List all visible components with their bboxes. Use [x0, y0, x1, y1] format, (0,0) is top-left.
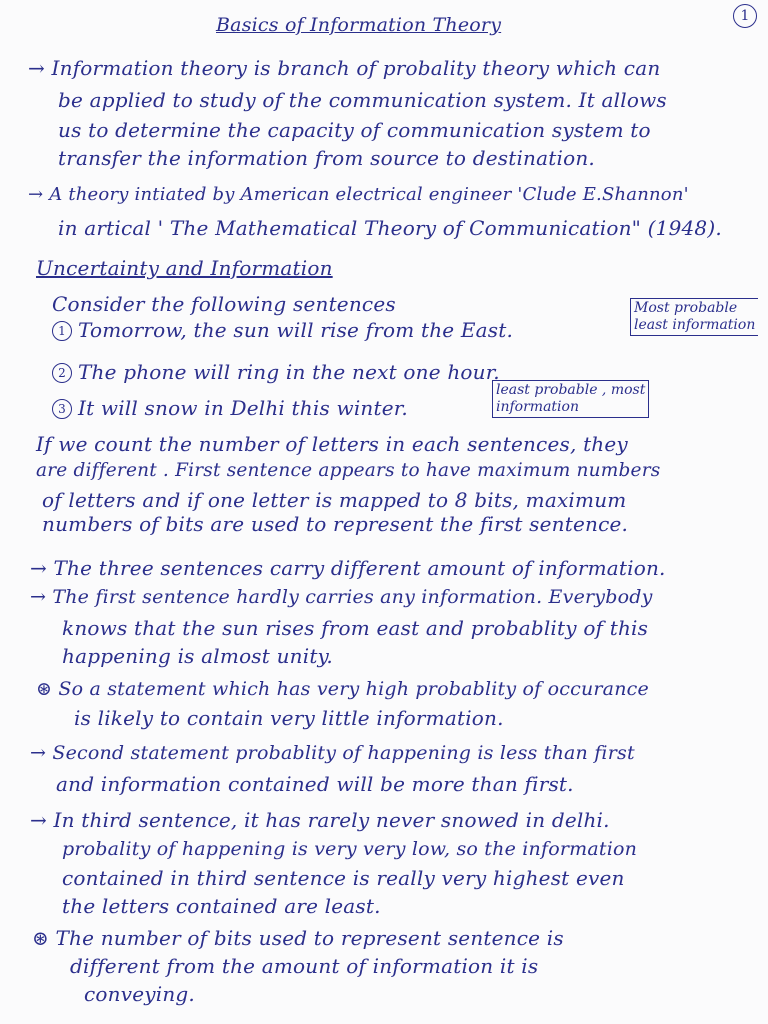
point-line-5: ⊛ So a statement which has very high probablity of occurance — [36, 678, 649, 700]
sentence-2 — [52, 360, 500, 384]
point-line-2: → The first sentence hardly carries any information. Everybody — [30, 586, 653, 608]
page-number: 1 — [733, 4, 757, 28]
intro-line-4: transfer the information from source to destination. — [58, 146, 595, 170]
intro-line-6: in artical ' The Mathematical Theory of Communication" (1948). — [58, 216, 722, 240]
bracket-3-line-2: information — [496, 399, 579, 415]
point-line-13: ⊛ The number of bits used to represent sentence is — [32, 926, 564, 950]
letters-line-2: are different . First sentence appears to have maximum numbers — [36, 460, 661, 481]
sentence-1-text: Tomorrow, the sun will rise from the East. — [78, 318, 514, 342]
point-line-6: is likely to contain very little information. — [74, 706, 504, 730]
intro-line-2: be applied to study of the communication system. It allows — [58, 88, 667, 112]
bracket-most-probable — [630, 298, 758, 336]
intro-line-3: us to determine the capacity of communication system to — [58, 118, 651, 142]
sentence-3 — [52, 396, 408, 420]
sentence-2-text: The phone will ring in the next one hour. — [78, 360, 500, 384]
sentence-3-number: 3 — [52, 399, 72, 419]
point-line-14: different from the amount of information it is — [70, 954, 539, 978]
point-line-4: happening is almost unity. — [62, 644, 333, 668]
bracket-1-line-2: least information — [634, 317, 756, 333]
point-line-3: knows that the sun rises from east and probablity of this — [62, 616, 649, 640]
intro-line-1: → Information theory is branch of probality theory which can — [28, 56, 661, 80]
sentence-1-number: 1 — [52, 321, 72, 341]
intro-line-5: → A theory intiated by American electrical engineer 'Clude E.Shannon' — [28, 184, 689, 205]
letters-line-4: numbers of bits are used to represent the first sentence. — [42, 512, 629, 536]
sentence-1 — [52, 318, 513, 342]
sentence-2-number: 2 — [52, 363, 72, 383]
point-line-1: → The three sentences carry different amount of information. — [30, 556, 666, 580]
letters-line-3: of letters and if one letter is mapped to 8 bits, maximum — [42, 488, 627, 512]
section-heading: Uncertainty and Information — [36, 256, 333, 280]
point-line-11: contained in third sentence is really very highest even — [62, 866, 625, 890]
bracket-3-line-1: least probable , most — [496, 382, 646, 398]
consider-line: Consider the following sentences — [52, 292, 396, 316]
letters-line-1: If we count the number of letters in each sentences, they — [36, 432, 628, 456]
point-line-12: the letters contained are least. — [62, 894, 381, 918]
point-line-10: probality of happening is very very low, so the information — [62, 838, 638, 860]
bracket-1-line-1: Most probable — [634, 300, 738, 316]
point-line-9: → In third sentence, it has rarely never snowed in delhi. — [30, 808, 610, 832]
point-line-7: → Second statement probablity of happening is less than first — [30, 742, 635, 764]
bracket-least-probable — [492, 380, 649, 418]
point-line-15: conveying. — [84, 982, 195, 1006]
point-line-8: and information contained will be more than first. — [56, 772, 574, 796]
page-title: Basics of Information Theory — [216, 14, 502, 36]
sentence-3-text: It will snow in Delhi this winter. — [78, 396, 408, 420]
